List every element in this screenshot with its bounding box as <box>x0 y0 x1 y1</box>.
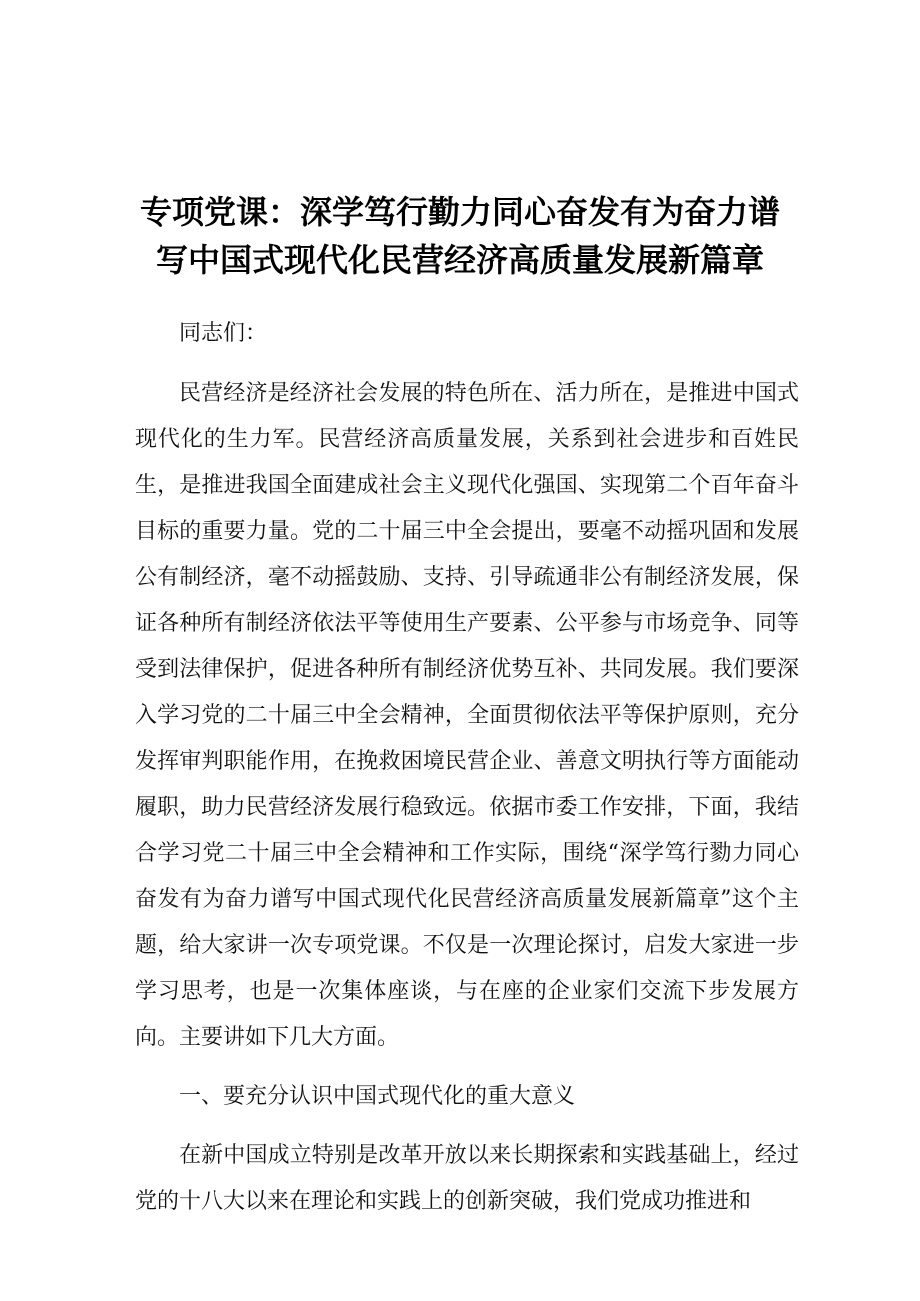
document-title <box>120 188 800 284</box>
paragraph-intro: 民营经济是经济社会发展的特色所在、活力所在，是推进中国式现代化的生力军。民营经济高质量发展，关系到社会进步和百姓民生，是推进我国全面建成社会主义现代化强国、实现第二个百年奋斗目标的重要力量。党的二十届三中全会提出，要毫不动摇巩固和发展公有制经济，毫不动摇鼓励、支持、引导疏通非公有制经济发展，保证各种所有制经济依法平等使用生产要素、公平参与市场竞争、同等受到法律保护，促进各种所有制经济优势互补、共同发展。我们要深入学习党的二十届三中全会精神，全面贯彻依法平等保护原则，充分发挥审判职能作用，在挽救困境民营企业、善意文明执行等方面能动履职，助力民营经济发展行稳致远。依据市委工作安排，下面，我结合学习党二十届三中全会精神和工作实际，围绕“深学笃行勠力同心奋发有为奋力谱写中国式现代化民营经济高质量发展新篇章”这个主题，给大家讲一次专项党课。不仅是一次理论探讨，启发大家进一步学习思考，也是一次集体座谈，与在座的企业家们交流下步发展方向。主要讲如下几大方面。 <box>135 381 799 1050</box>
paragraph-section-1: 在新中国成立特别是改革开放以来长期探索和实践基础上，经过党的十八大以来在理论和实践上的创新突破，我们党成功推进和 <box>135 1143 799 1214</box>
document-body <box>135 311 799 1225</box>
salutation: 同志们： <box>179 321 268 346</box>
title-line-2: 写中国式现代化民营经济高质量发展新篇章 <box>155 241 764 279</box>
title-line-1: 专项党课：深学笃行勤力同心奋发有为奋力谱 <box>139 193 780 231</box>
section-heading-1: 一、要充分认识中国式现代化的重大意义 <box>179 1084 576 1109</box>
